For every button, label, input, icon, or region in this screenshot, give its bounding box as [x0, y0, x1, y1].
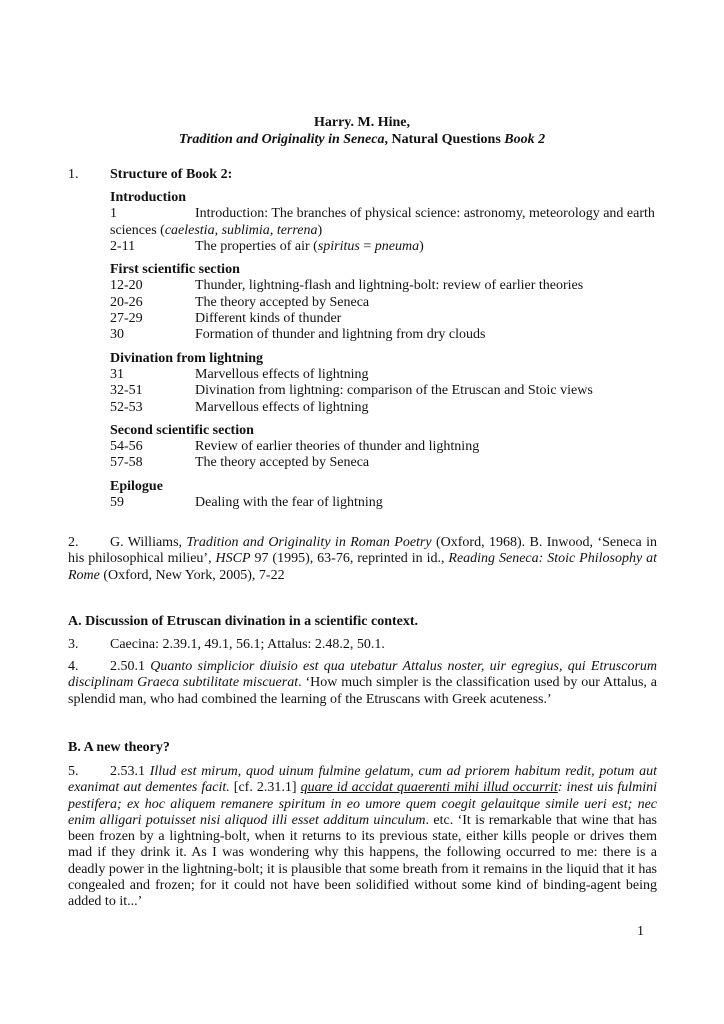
chapter-range: 57-58	[110, 455, 143, 471]
structure-row	[110, 495, 657, 511]
chapter-description	[195, 383, 593, 398]
italic-text: : inest uis fulmini pestifera; ex hoc aliquem remanere spiritum in eo umore quem coegit gelauitque simile ueri est; nec enim alligari potuisset nisi aliquod illi esset additum uinculum	[68, 780, 657, 828]
structure-section-title: Epilogue	[110, 478, 163, 494]
chapter-range: 52-53	[110, 399, 143, 415]
chapter-range: 54-56	[110, 439, 143, 455]
item-3	[68, 637, 657, 653]
text-run: G. Williams,	[110, 535, 187, 550]
structure-row	[110, 327, 657, 343]
text-run: 2.50.1	[110, 659, 151, 674]
chapter-description	[195, 239, 424, 254]
italic-text: spiritus	[317, 238, 360, 254]
item-text	[68, 764, 657, 909]
text-run: Introduction: The branches of physical science: astronomy, meteorology and earth sciences (	[110, 206, 655, 238]
text-run: . ‘How much simpler is the classification used by our Attalus, a splendid man, who had combined the learning of the Etruscans with Greek acuteness.’	[68, 675, 658, 707]
item-number: 2.	[68, 535, 79, 550]
page-number: 1	[637, 924, 644, 939]
italic-text: terrena	[276, 222, 318, 238]
text-run: )	[419, 238, 424, 254]
italic-text: quare id accidat quaerenti mihi illud occurrit	[300, 780, 558, 796]
text-run: 2.53.1	[110, 764, 150, 779]
chapter-range: 20-26	[110, 294, 143, 310]
item-text	[68, 535, 657, 583]
italic-text: caelestia	[164, 222, 215, 238]
item-2	[68, 535, 657, 584]
structure-row	[110, 295, 657, 311]
text-run: The properties of air (	[195, 238, 318, 254]
text-run: (Oxford, 1968). B. Inwood, ‘Seneca in his philosophical milieu’,	[68, 535, 657, 567]
chapter-description	[195, 455, 369, 470]
text-run: (Oxford, New York, 2005), 7-22	[99, 567, 285, 583]
structure-row	[110, 383, 657, 399]
chapter-range: 1	[110, 206, 117, 222]
structure-row	[110, 439, 657, 455]
structure-row	[110, 311, 657, 327]
text-run: =	[359, 238, 375, 254]
italic-text: Illud est mirum, quod uinum fulmine gelatum, cum ad priorem habitum redit, potum aut exanimat aut dementes facit.	[68, 764, 658, 796]
structure-row	[110, 206, 657, 239]
structure-list	[110, 190, 657, 511]
text-run: Marvellous effects of lightning	[195, 399, 369, 415]
text-run: ,	[269, 222, 277, 238]
item-1	[68, 167, 657, 183]
text-run: Different kinds of thunder	[195, 311, 342, 327]
item-number: 5.	[68, 764, 79, 779]
text-run: Review of earlier theories of thunder and lightning	[195, 439, 480, 455]
structure-row	[110, 455, 657, 471]
text-run: The theory accepted by Seneca	[195, 455, 370, 471]
item-text	[110, 637, 385, 652]
chapter-range: 32-51	[110, 383, 143, 399]
italic-text: Tradition and Originality in Roman Poetry	[186, 535, 432, 550]
text-run: Caecina: 2.39.1, 49.1, 56.1; Attalus: 2.48.2, 50.1.	[110, 637, 385, 652]
chapter-description	[195, 439, 479, 454]
chapter-range: 12-20	[110, 278, 143, 294]
chapter-description	[195, 400, 369, 415]
chapter-description	[195, 327, 485, 342]
text-run: ,	[214, 222, 222, 238]
chapter-description	[195, 367, 369, 382]
chapter-description	[195, 495, 383, 510]
text-run: The theory accepted by Seneca	[195, 294, 370, 310]
italic-text: pneuma	[374, 238, 420, 254]
section-a-heading: A. Discussion of Etruscan divination in a scientific context.	[68, 614, 419, 629]
structure-heading: Structure of Book 2:	[110, 167, 233, 182]
structure-section-title: First scientific section	[110, 262, 240, 278]
chapter-range: 31	[110, 366, 124, 382]
structure-row	[110, 400, 657, 416]
text-run: )	[317, 222, 323, 238]
chapter-range: 2-11	[110, 238, 136, 254]
section-b-heading: B. A new theory?	[68, 740, 170, 755]
document-title	[0, 132, 724, 148]
text-run: [cf. 2.31.1]	[229, 780, 301, 796]
author-line: Harry. M. Hine,	[313, 115, 411, 130]
text-run: Divination from lightning: comparison of the Etruscan and Stoic views	[195, 383, 593, 399]
structure-section-title: Second scientific section	[110, 422, 254, 438]
text-run: Thunder, lightning-flash and lightning-bolt: review of earlier theories	[195, 278, 584, 294]
text-run: Formation of thunder and lightning from dry clouds	[195, 327, 486, 343]
italic-text: Quanto simplicior diuisio est qua utebatur Attalus noster, uir egregius, qui Etruscorum disciplinam Graeca subtilitate miscuerat	[68, 659, 658, 691]
structure-section-title: Divination from lightning	[110, 350, 263, 366]
chapter-range: 30	[110, 327, 124, 343]
item-4	[68, 659, 657, 708]
structure-row	[110, 278, 657, 294]
structure-section-title: Introduction	[110, 190, 186, 205]
chapter-description	[195, 278, 583, 293]
chapter-description	[195, 311, 341, 326]
structure-row	[110, 239, 657, 255]
text-run: 97 (1995), 63-76, reprinted in id.,	[250, 551, 449, 567]
chapter-range: 59	[110, 495, 124, 511]
italic-text: HSCP	[215, 551, 251, 567]
italic-text: Tradition and Originality in Seneca	[178, 132, 385, 147]
text-run: Marvellous effects of lightning	[195, 366, 369, 382]
structure-row	[110, 367, 657, 383]
chapter-description	[195, 295, 369, 310]
item-number: 1.	[68, 167, 79, 182]
chapter-range: 27-29	[110, 311, 143, 327]
item-5	[68, 764, 657, 911]
italic-text: Book 2	[504, 132, 546, 147]
italic-text: Reading Seneca: Stoic Philosophy at Rome	[68, 551, 657, 583]
item-number: 4.	[68, 659, 79, 674]
item-number: 3.	[68, 637, 79, 652]
italic-text: sublimia	[221, 222, 270, 238]
item-text	[68, 659, 657, 707]
text-run: . etc. ‘It is remarkable that wine that has been frozen by a lightning-bolt, when it returns to its previous state, either kills people or drives them mad if they drink it. As I was wondering why this happens, the following occurred to me: there is a deadly power in the lightning-bolt; it is plausible that some breath from it remains in the liquid that it has congealed and frozen; for it could not have been solidified without some kind of binding-agent being added to it...’	[68, 812, 657, 910]
text-run: Dealing with the fear of lightning	[195, 495, 383, 511]
text-run: , Natural Questions	[384, 132, 505, 147]
